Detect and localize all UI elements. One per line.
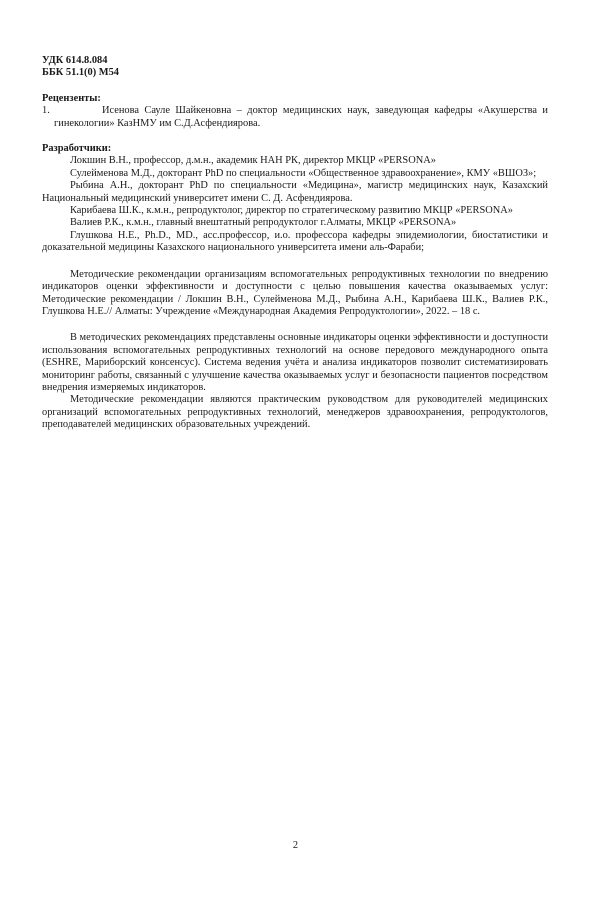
page-number: 2 [292, 840, 299, 851]
udk-code: УДК 614.8.084 [42, 55, 108, 66]
developer-item: Валиев Р.К., к.м.н., главный внештатный репродуктолог г.Алматы, МКЦР «PERSONA» [70, 217, 457, 229]
developer-item: Глушкова Н.Е., Ph.D., MD., асс.профессор, и.о. профессора кафедры эпидемиологии, биостатистики и доказательной медицины Казахского национального университета имени аль-Фараби; [42, 229, 548, 254]
developer-item: Карибаева Ш.К., к.м.н., репродуктолог, директор по стратегическому развитию МКЦР «PERSONA» [70, 205, 513, 217]
abstract-paragraph: Методические рекомендации являются практическим руководством для руководителей медицинских организаций вспомогательных репродуктивных технологий, менеджеров здравоохранения, репродуктологов, преподавателей медицинских образовательных учреждений. [42, 394, 548, 431]
developer-item: Рыбина А.Н., докторант PhD по специальности «Медицина», магистр медицинских наук, Казахский Национальный медицинский университет имени С. Д. Асфендиярова. [42, 180, 548, 204]
bbk-code: ББК 51.1(0) М54 [42, 67, 119, 79]
developer-item: Локшин В.Н., профессор, д.м.н., академик НАН РК, директор МКЦР «PERSONA» [70, 155, 436, 167]
reviewer-text: Исенова Сауле Шайкеновна – доктор медицинских наук, заведующая кафедры «Акушерства и гинекологии» КазНМУ им С.Д.Асфендиярова. [54, 105, 548, 129]
reviewer-number: 1. [42, 105, 50, 117]
citation-paragraph: Методические рекомендации организациям вспомогательных репродуктивных технологии по внедрению индикаторов оценки эффективности и доступности с целью повышения качества оказываемых услуг: Методические рекомендации / Локшин В.Н., Сулейменова М.Д., Рыбина А.Н., Карибаева Ш.К., Валиев Р.К., Глушкова Н.Е.// Алматы: Учреждение «Международная Академия Репродуктологии», 2022. – 18 с. [42, 268, 548, 317]
reviewers-heading: Рецензенты: [42, 92, 101, 104]
page-content [42, 55, 548, 432]
abstract-paragraph: В методических рекомендациях представлены основные индикаторы оценки эффективности и доступности использования вспомогательных репродуктивных технологий на основе передового международного опыта (ESHRE, Мариборский консенсус). Система ведения учёта и анализа индикаторов позволит систематизировать мониторинг работы, связанный с улучшение качества оказываемых услуг и безопасности пациентов посредством внедрения измеряемых индикаторов. [42, 332, 548, 393]
developer-item: Сулейменова М.Д., докторант PhD по специальности «Общественное здравоохранение», КМУ «ВШОЗ»; [70, 167, 537, 179]
developers-heading: Разработчики: [42, 143, 112, 155]
reviewer-item [42, 105, 548, 130]
